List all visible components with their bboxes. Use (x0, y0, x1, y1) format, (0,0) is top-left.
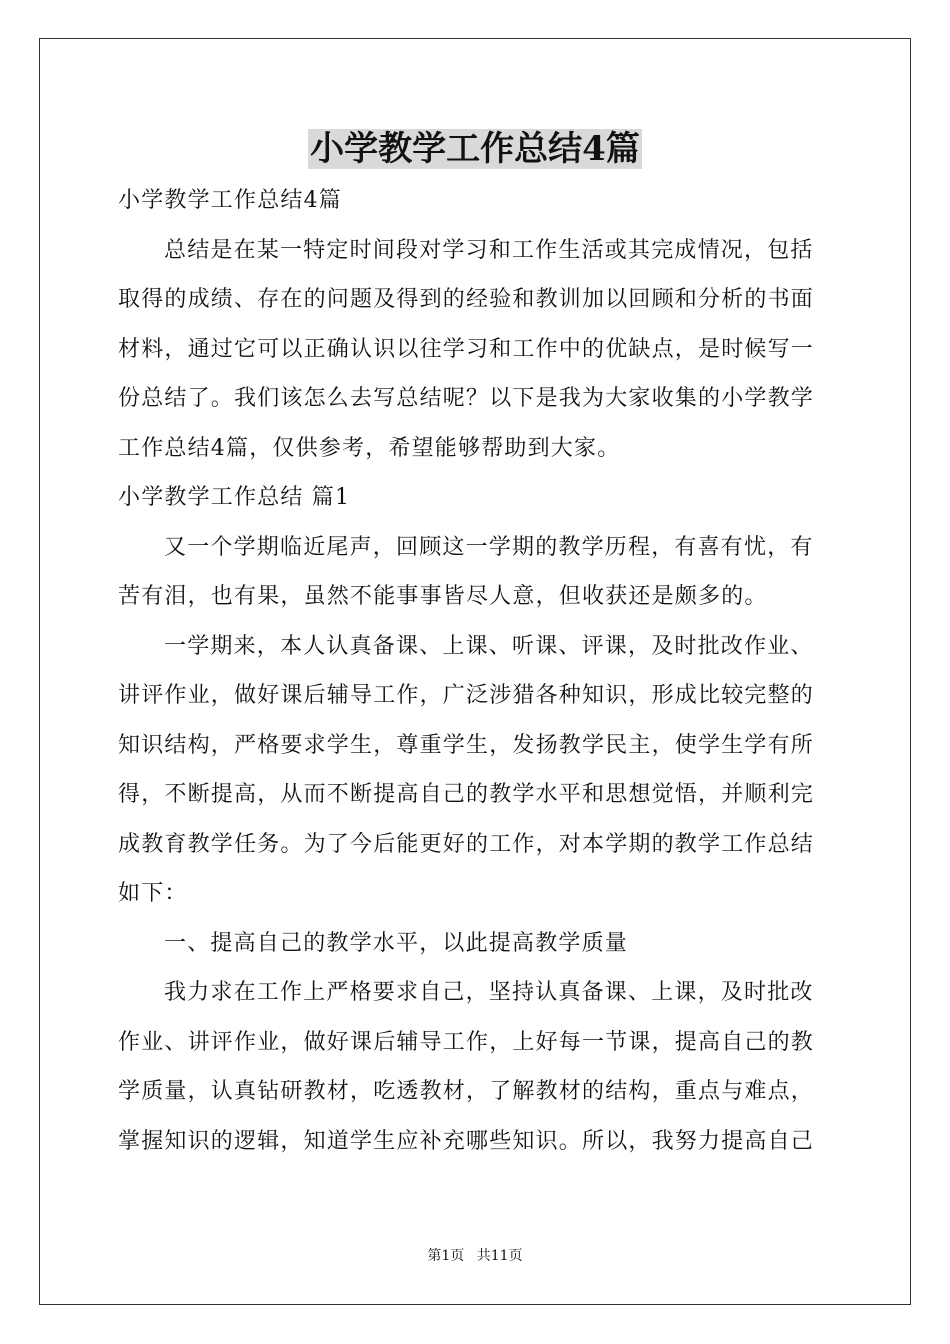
document-title (0, 126, 950, 172)
paragraph-line: 得，不断提高，从而不断提高自己的教学水平和思想觉悟，并顺利完 (118, 782, 815, 807)
paragraph-line: 总结是在某一特定时间段对学习和工作生活或其完成情况，包括 (164, 237, 814, 263)
paragraph-line: 学质量，认真钻研教材，吃透教材，了解教材的结构，重点与难点， (118, 1079, 815, 1104)
subtitle-line: 小学教学工作总结4篇 (118, 188, 342, 213)
paragraph-line: 又一个学期临近尾声，回顾这一学期的教学历程，有喜有忧，有 (164, 534, 814, 560)
paragraph-line: 成教育教学任务。为了今后能更好的工作，对本学期的教学工作总结 (118, 831, 815, 857)
document-title-text: 小学教学工作总结4篇 (310, 129, 640, 169)
page-footer (0, 1246, 950, 1266)
section-heading: 小学教学工作总结 篇1 (118, 485, 351, 510)
paragraph-line: 我力求在工作上严格要求自己，坚持认真备课、上课，及时批改 (164, 980, 814, 1005)
subsection-heading: 一、提高自己的教学水平，以此提高教学质量 (164, 930, 629, 956)
paragraph-line: 掌握知识的逻辑，知道学生应补充哪些知识。所以，我努力提高自己 (118, 1128, 815, 1154)
paragraph-line: 一学期来，本人认真备课、上课、听课、评课，及时批改作业、 (164, 633, 814, 659)
paragraph-line: 讲评作业，做好课后辅导工作，广泛涉猎各种知识，形成比较完整的 (118, 683, 815, 708)
page-total: 共11页 (476, 1248, 523, 1264)
paragraph-line: 知识结构，严格要求学生，尊重学生，发扬教学民主，使学生学有所 (118, 732, 815, 758)
paragraph-line: 材料，通过它可以正确认识以往学习和工作中的优缺点，是时候写一 (118, 336, 815, 362)
paragraph-line: 工作总结4篇，仅供参考，希望能够帮助到大家。 (118, 435, 621, 461)
paragraph-line: 取得的成绩、存在的问题及得到的经验和教训加以回顾和分析的书面 (118, 287, 815, 312)
paragraph-line: 份总结了。我们该怎么去写总结呢？以下是我为大家收集的小学教学 (118, 386, 815, 411)
page-number: 第1页 (427, 1248, 465, 1264)
document-body (118, 176, 833, 1166)
paragraph-line: 作业、讲评作业，做好课后辅导工作，上好每一节课，提高自己的教 (118, 1029, 815, 1055)
paragraph-line: 苦有泪，也有果，虽然不能事事皆尽人意，但收获还是颇多的。 (118, 584, 768, 609)
paragraph-line: 如下： (118, 881, 188, 906)
